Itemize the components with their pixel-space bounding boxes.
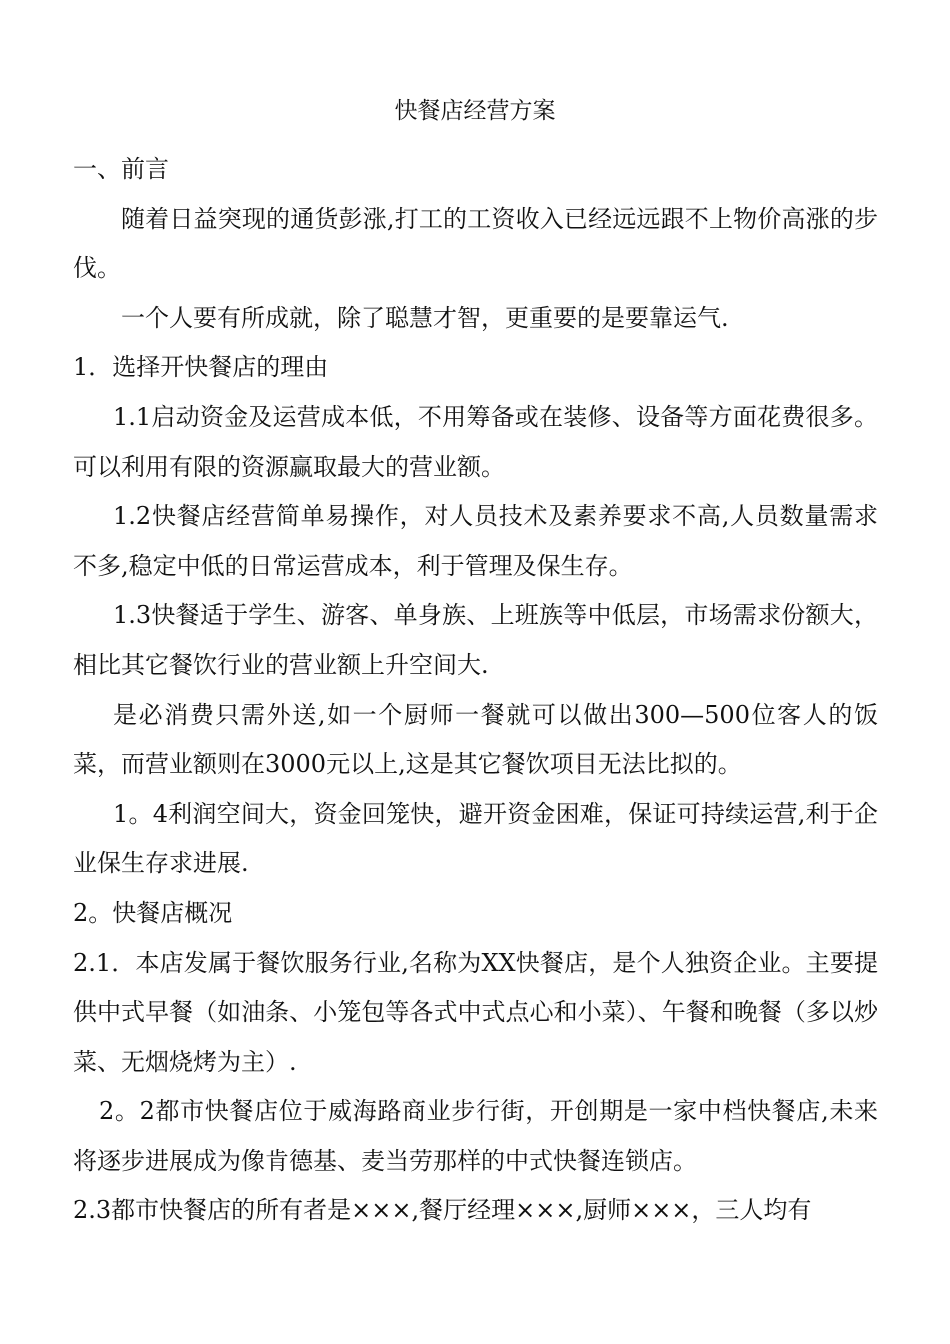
section-heading-reasons: 1．选择开快餐店的理由 (73, 353, 329, 382)
paragraph: 1.2快餐店经营简单易操作，对人员技术及素养要求不高,人员数量需求不多,稳定中低的日常运营成本，利于管理及保生存。 (73, 502, 878, 580)
document-body (73, 145, 878, 1236)
paragraph: 1。4利润空间大，资金回笼快，避开资金困难，保证可持续运营,利于企业保生存求进展. (73, 799, 878, 878)
paragraph: 2.1．本店发属于餐饮服务行业,名称为XX快餐店，是个人独资企业。主要提供中式早餐（如油条、小笼包等各式中式点心和小菜）、午餐和晚餐（多以炒菜、无烟烧烤为主）. (73, 948, 878, 1076)
paragraph: 1.1启动资金及运营成本低，不用筹备或在装修、设备等方面花费很多。可以利用有限的资源赢取最大的营业额。 (73, 402, 878, 481)
paragraph: 2。2都市快餐店位于威海路商业步行街，开创期是一家中档快餐店,未来将逐步进展成为像肯德基、麦当劳那样的中式快餐连锁店。 (73, 1097, 878, 1175)
paragraph: 一个人要有所成就，除了聪慧才智，更重要的是要靠运气. (121, 303, 729, 332)
section-heading-overview: 2。快餐店概况 (73, 898, 233, 927)
paragraph: 是必消费只需外送,如一个厨师一餐就可以做出300—500位客人的饭菜，而营业额则在3000元以上,这是其它餐饮项目无法比拟的。 (73, 700, 878, 779)
paragraph: 2.3都市快餐店的所有者是×××,餐厅经理×××,厨师×××，三人均有 (73, 1196, 812, 1225)
paragraph: 随着日益突现的通货彭涨,打工的工资收入已经远远跟不上物价高涨的步伐。 (73, 204, 878, 283)
section-heading-preface: 一、前言 (73, 155, 169, 183)
document-title: 快餐店经营方案 (394, 98, 556, 124)
paragraph: 1.3快餐适于学生、游客、单身族、上班族等中低层，市场需求份额大，相比其它餐饮行业的营业额上升空间大. (73, 601, 878, 679)
